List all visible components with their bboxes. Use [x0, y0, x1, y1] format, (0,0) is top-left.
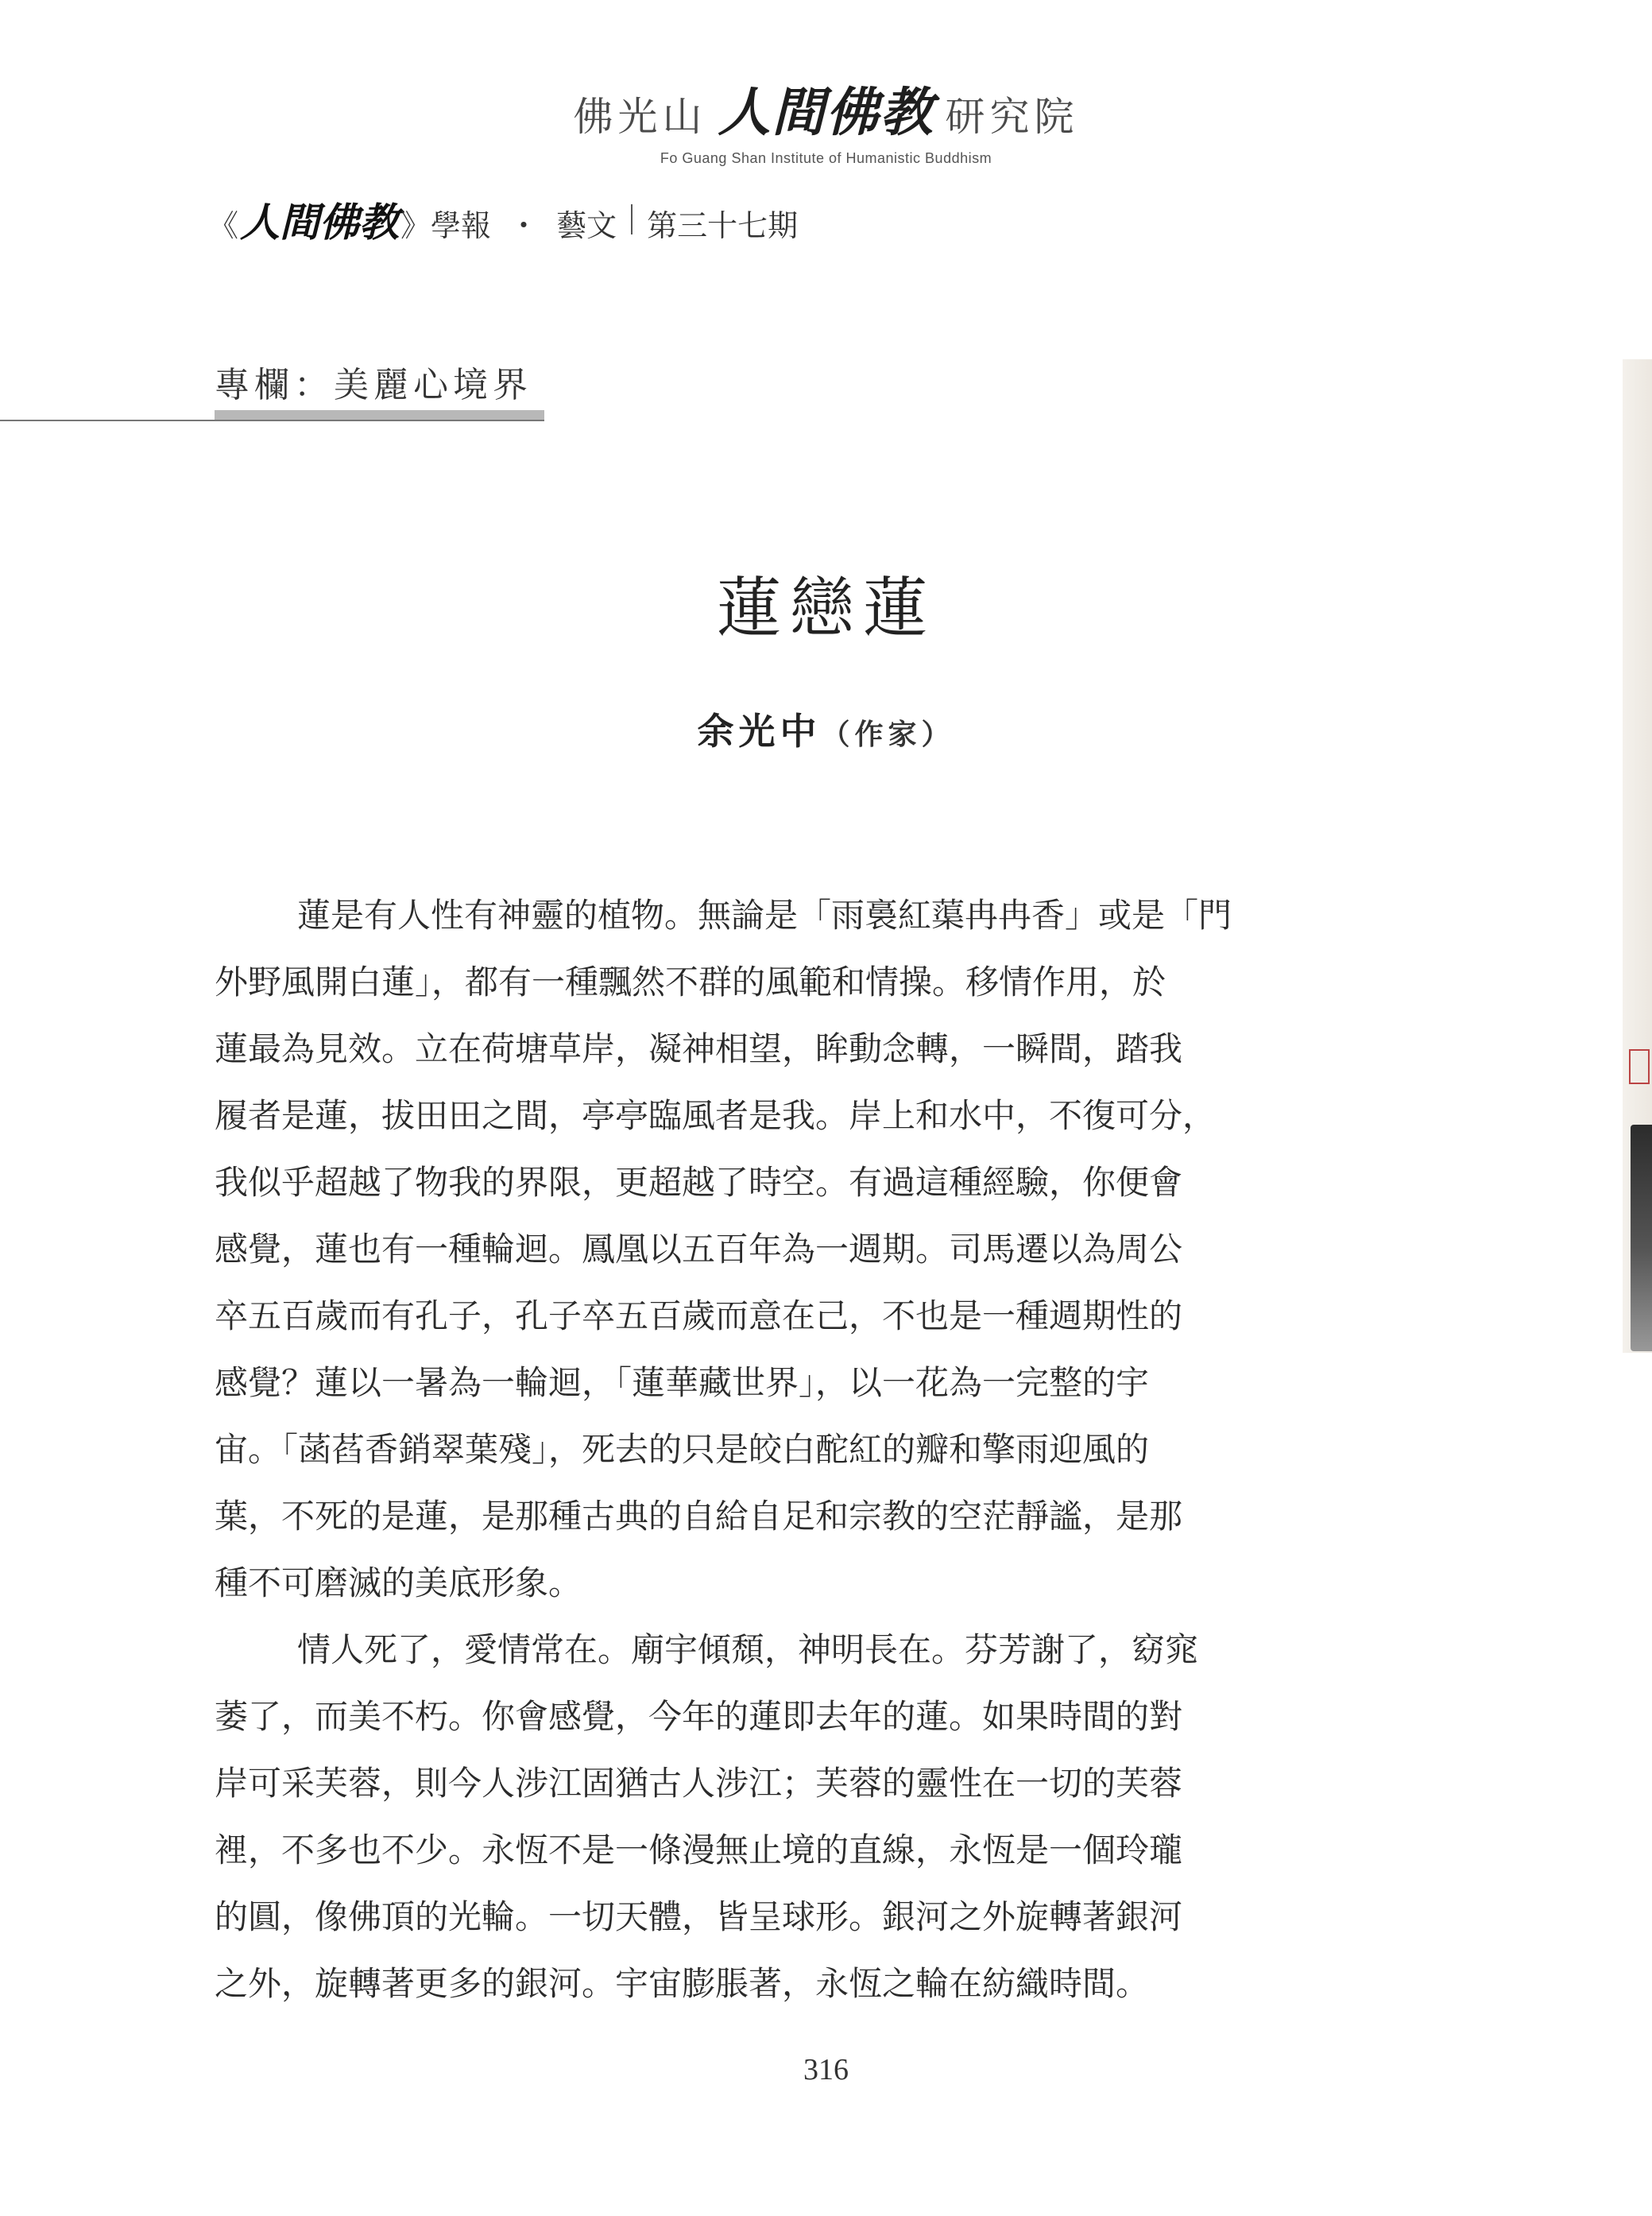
paragraph-line: 外野風開白蓮」，都有一種飄然不群的風範和情操。移情作用，於: [215, 963, 1166, 1001]
journal-dot: ・: [509, 208, 540, 243]
paragraph-line: 卒五百歲而有孔子，孔子卒五百歲而意在己，不也是一種週期性的: [215, 1296, 1183, 1335]
seal-stamp-icon: [1629, 1049, 1650, 1084]
column-heading-rule: [0, 420, 544, 421]
institute-name: [574, 70, 1079, 145]
paragraph-line: 履者是蓮，拔田田之間，亭亭臨風者是我。岸上和水中，不復可分，: [215, 1096, 1217, 1135]
journal-name-suffix: 學報: [431, 208, 492, 243]
journal-open-bracket: 《: [208, 208, 239, 243]
institute-english-name: Fo Guang Shan Institute of Humanistic Buddhism: [660, 150, 992, 166]
page-number: 316: [803, 2053, 849, 2086]
journal-issue: 第三十七期: [647, 208, 799, 243]
institute-suffix: 研究院: [945, 94, 1079, 140]
page-edge-image: [1631, 1125, 1652, 1351]
article-author: [0, 703, 1652, 755]
paragraph-line: 岸可采芙蓉，則今人涉江固猶古人涉江；芙蓉的靈性在一切的芙蓉: [215, 1764, 1183, 1803]
paragraph: [215, 1617, 1391, 2017]
paragraph-line: 的圓，像佛頂的光輪。一切天體，皆呈球形。銀河之外旋轉著銀河: [215, 1897, 1183, 1936]
institute-prefix: 佛光山: [573, 94, 707, 140]
paragraph-line: 感覺？蓮以一暑為一輪迴，「蓮華藏世界」，以一花為一完整的宇: [215, 1363, 1150, 1402]
journal-close-bracket: 》: [400, 208, 431, 243]
institute-header: [0, 70, 1652, 167]
paragraph: [215, 882, 1391, 1617]
institute-brand-logo: 人間佛教: [718, 81, 934, 143]
paragraph-line: 種不可磨滅的美底形象。: [215, 1563, 582, 1602]
paragraph-line: 情人死了，愛情常在。廟宇傾頹，神明長在。芬芳謝了，窈窕: [297, 1630, 1199, 1669]
journal-section: 藝文: [556, 208, 617, 243]
journal-brand-logo: 人間佛教: [240, 199, 400, 246]
paragraph-line: 萎了，而美不朽。你會感覺，今年的蓮即去年的蓮。如果時間的對: [215, 1697, 1183, 1736]
article-title: 蓮戀蓮: [716, 571, 936, 646]
paragraph-line: 裡，不多也不少。永恆不是一條漫無止境的直線，永恆是一個玲瓏: [215, 1831, 1183, 1869]
author-name: 余光中: [697, 710, 822, 753]
paragraph-line: 我似乎超越了物我的界限，更超越了時空。有過這種經驗，你便會: [215, 1163, 1183, 1202]
author-role: （作家）: [821, 718, 955, 751]
paragraph-line: 蓮最為見效。立在荷塘草岸，凝神相望，眸動念轉，一瞬間，踏我: [215, 1029, 1183, 1068]
journal-line: [208, 191, 798, 248]
paragraph-line: 之外，旋轉著更多的銀河。宇宙膨脹著，永恆之輪在紡織時間。: [215, 1964, 1150, 2003]
paragraph-line: 葉，不死的是蓮，是那種古典的自給自足和宗教的空茫靜謐，是那: [215, 1497, 1183, 1536]
paragraph-line: 宙。「菡萏香銷翠葉殘」，死去的只是皎白酡紅的瓣和擎雨迎風的: [215, 1430, 1150, 1469]
journal-divider: [631, 204, 633, 234]
article-body: [215, 882, 1391, 2017]
paragraph-line: 感覺，蓮也有一種輪迴。鳳凰以五百年為一週期。司馬遷以為周公: [215, 1230, 1183, 1269]
paragraph-line: 蓮是有人性有神靈的植物。無論是「雨裛紅蕖冉冉香」或是「門: [297, 896, 1232, 935]
column-heading: 專欄：美麗心境界: [215, 365, 532, 405]
